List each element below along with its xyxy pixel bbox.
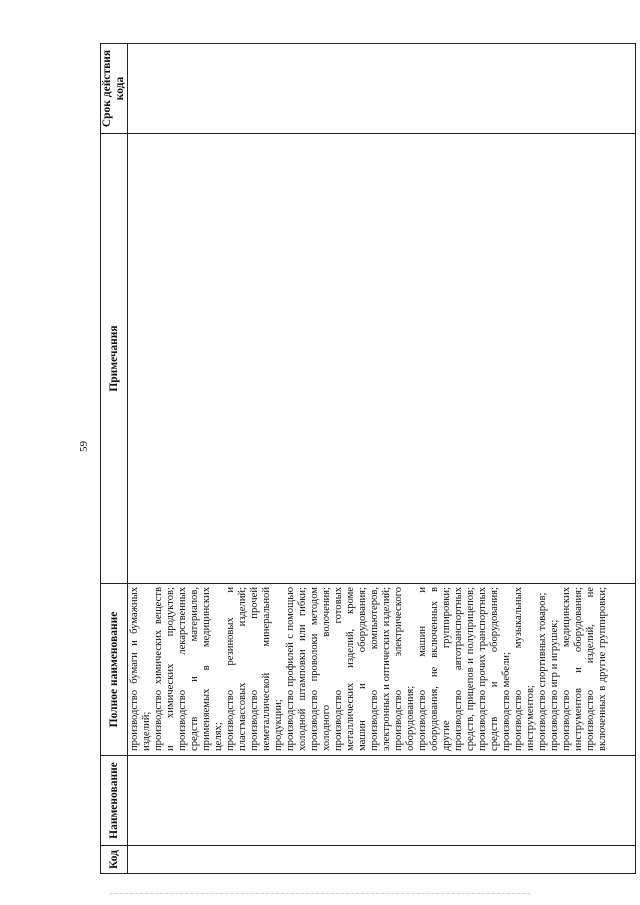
list-item: производство проволоки методом холодного волочения; bbox=[309, 587, 332, 751]
list-item: производство химических веществ и химических продуктов; bbox=[153, 587, 176, 751]
list-item: производство музыкальных инструментов; bbox=[513, 587, 536, 751]
scan-edge-artifact bbox=[110, 893, 530, 894]
list-item: производство медицинских инструментов и оборудования; bbox=[561, 587, 584, 751]
list-item: производство прочей неметаллической минеральной продукции; bbox=[249, 587, 284, 751]
classification-table bbox=[100, 43, 636, 874]
header-code: Код bbox=[101, 846, 128, 874]
header-full-name: Полное наименование bbox=[101, 584, 128, 756]
cell-validity bbox=[128, 44, 636, 134]
header-notes: Примечания bbox=[101, 134, 128, 584]
cell-notes bbox=[128, 134, 636, 584]
list-item: производство профилей с помощью холодной штамповки или гибки; bbox=[285, 587, 308, 751]
cell-name bbox=[128, 756, 636, 846]
list-item: производство прочих транспортных средств и оборудования; bbox=[477, 587, 500, 751]
list-item: производство компьютеров, электронных и оптических изделий; bbox=[369, 587, 392, 751]
list-item: производство мебели; bbox=[501, 652, 512, 751]
table-row bbox=[128, 44, 636, 874]
list-item: производство готовых металлических изделий, кроме машин и оборудования; bbox=[333, 587, 368, 751]
header-name: Наименование bbox=[101, 756, 128, 846]
page-number: 59 bbox=[78, 441, 90, 452]
list-item: производство спортивных товаров; bbox=[537, 592, 548, 751]
list-item: производство автотранспортных средств, прицепов и полуприцепов; bbox=[453, 587, 476, 751]
cell-full-name bbox=[128, 584, 636, 756]
rotated-page-content bbox=[100, 44, 636, 874]
header-validity: Срок действия кода bbox=[101, 44, 128, 134]
list-item: производство машин и оборудования, не включенных в другие группировки; bbox=[417, 587, 452, 751]
list-item: производство игр и игрушек; bbox=[549, 619, 560, 751]
table-header-row bbox=[101, 44, 128, 874]
list-item: производство изделий, не включенных в другие группировки; bbox=[585, 587, 608, 751]
list-item: производство бумаги и бумажных изделий; bbox=[129, 587, 152, 751]
list-item: производство резиновых и пластмассовых изделий; bbox=[225, 587, 248, 751]
cell-code bbox=[128, 846, 636, 874]
list-item: производство электрического оборудования; bbox=[393, 587, 416, 751]
list-item: производство лекарственных средств и материалов, применяемых в медицинских целях; bbox=[177, 587, 224, 751]
